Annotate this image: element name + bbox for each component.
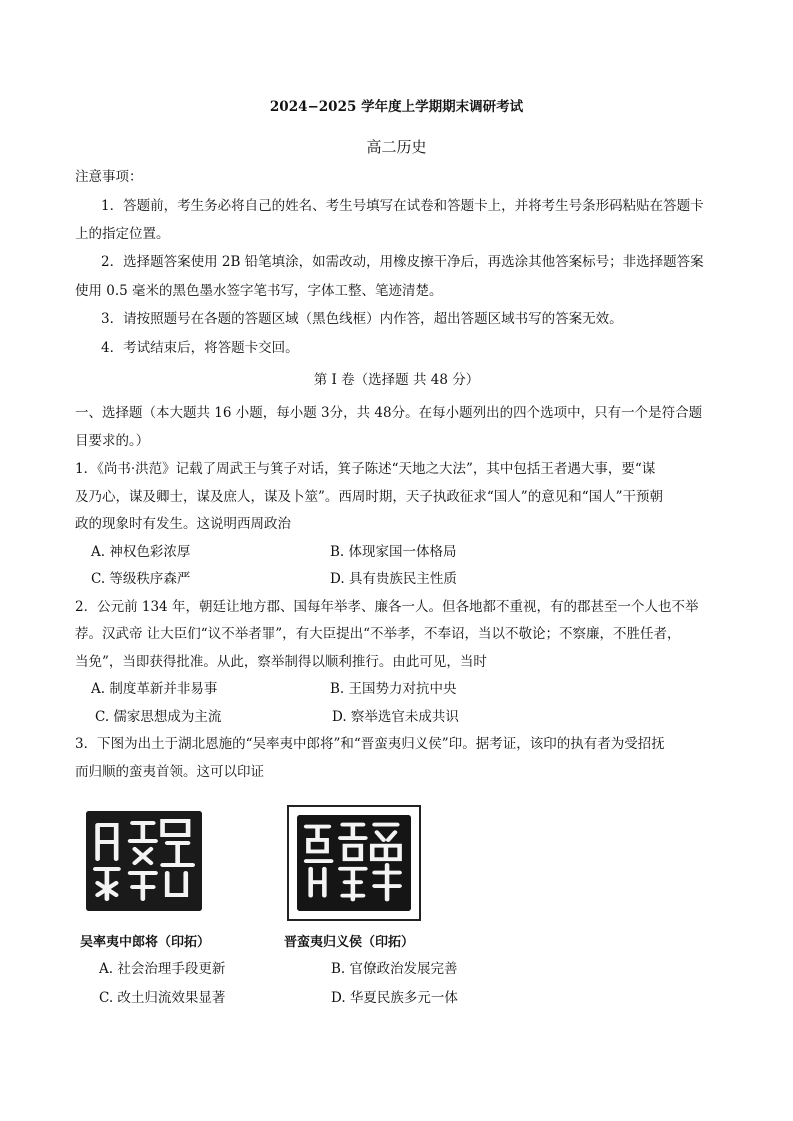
option-a: A. 制度革新并非易事 (91, 681, 218, 697)
seal-caption-2: 晋蛮夷归义侯（印拓） (284, 935, 415, 950)
option-a: A. 神权色彩浓厚 (91, 544, 191, 560)
notice-item: 上的指定位置。 (75, 226, 170, 242)
option-a: A. 社会治理手段更新 (99, 961, 226, 977)
question-text: 政的现象时有发生。这说明西周政治 (75, 516, 291, 532)
seal-rubbing-image-1 (80, 805, 208, 917)
section-intro: 目要求的。） (75, 433, 150, 449)
option-b: B. 官僚政治发展完善 (331, 961, 458, 977)
notice-heading: 注意事项： (75, 169, 143, 185)
notice-item: 4．考试结束后，将答题卡交回。 (101, 340, 299, 356)
question-text: 1．《尚书·洪范》记载了周武王与箕子对话，箕子陈述“天地之大法”，其中包括王者遇大事，要“谋 (75, 461, 656, 477)
question-text: 而归顺的蛮夷首领。这可以印证 (75, 764, 264, 780)
notice-item: 2．选择题答案使用 2B 铅笔填涂，如需改动，用橡皮擦干净后，再选涂其他答案标号；非选择题答案 (101, 254, 704, 270)
question-text: 2．公元前 134 年，朝廷让地方郡、国每年举孝、廉各一人。但各地都不重视，有的郡甚至一个人也不举 (75, 599, 699, 615)
notice-item: 3．请按照题号在各题的答题区域（黑色线框）内作答，超出答题区域书写的答案无效。 (101, 311, 623, 327)
option-c: C. 儒家思想成为主流 (95, 709, 222, 725)
notice-item: 1．答题前，考生务必将自己的姓名、考生号填写在试卷和答题卡上，并将考生号条形码粘贴在答题卡 (101, 198, 704, 214)
option-c: C. 等级秩序森严 (91, 571, 191, 587)
question-text: 当免”，当即获得批准。从此，察举制得以顺利推行。由此可见，当时 (75, 654, 487, 670)
option-b: B. 王国势力对抗中央 (330, 681, 457, 697)
question-text: 及乃心，谋及卿士，谋及庶人，谋及卜筮”。西周时期，天子执政征求“国人”的意见和“国人”干预朝 (75, 489, 664, 505)
section-intro: 一、选择题（本大题共 16 小题，每小题 3分，共 48分。在每小题列出的四个选项中，只有一个是符合题 (75, 405, 703, 421)
option-c: C. 改土归流效果显著 (99, 990, 226, 1006)
option-d: D. 华夏民族多元一体 (331, 990, 458, 1006)
seal-rubbing-image-2 (287, 805, 421, 921)
exam-title: 2024−2025 学年度上学期期末调研考试 (269, 99, 524, 115)
option-d: D. 具有贵族民主性质 (330, 571, 457, 587)
exam-subject: 高二历史 (366, 138, 427, 156)
option-b: B. 体现家国一体格局 (330, 544, 457, 560)
question-text: 荐。汉武帝 让大臣们“议不举者罪”，有大臣提出“不举孝，不奉诏，当以不敬论；不察廉，不胜任者， (75, 626, 681, 642)
question-text: 3．下图为出土于湖北恩施的“吴率夷中郎将”和“晋蛮夷归义侯”印。据考证，该印的执有者为受招抚 (75, 736, 665, 752)
option-d: D. 察举选官未成共识 (332, 709, 459, 725)
seal-glyphs-icon (86, 811, 202, 911)
notice-item: 使用 0.5 毫米的黑色墨水签字笔书写，字体工整、笔迹清楚。 (75, 283, 443, 299)
seal-caption-1: 吴率夷中郎将（印拓） (80, 935, 211, 950)
seal-glyphs-icon (297, 815, 411, 911)
section-title: 第 I 卷（选择题 共 48 分） (313, 372, 480, 388)
